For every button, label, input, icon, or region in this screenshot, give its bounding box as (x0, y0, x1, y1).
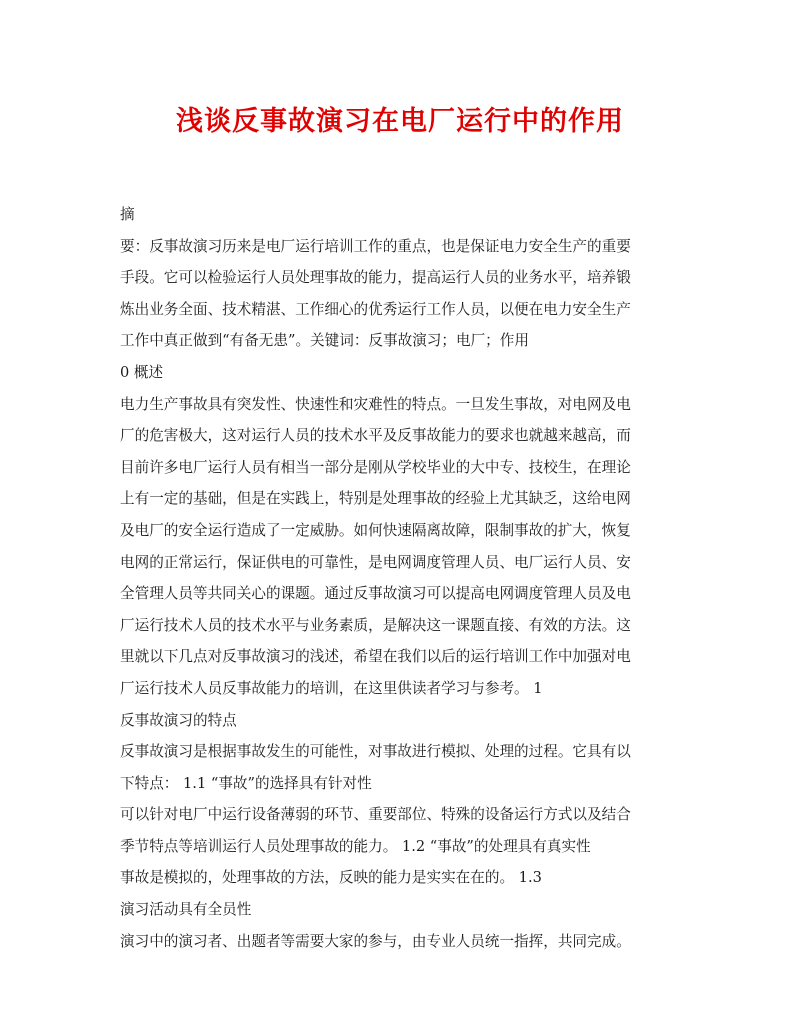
text-line: 厂运行技术人员反事故能力的培训，在这里供读者学习与参考。 1 (120, 679, 543, 697)
text-line: 全管理人员等共同关心的课题。通过反事故演习可以提高电网调度管理人员及电 (120, 585, 631, 603)
text-line: 厂运行技术人员的技术水平与业务素质，是解决这一课题直接、有效的方法。这 (120, 616, 631, 634)
document-body (120, 199, 690, 957)
text-line: 厂的危害极大，这对运行人员的技术水平及反事故能力的要求也就越来越高，而 (120, 427, 631, 445)
text-line: 可以针对电厂中运行设备薄弱的环节、重要部位、特殊的设备运行方式以及结合 (120, 806, 631, 824)
text-line: 摘 (120, 206, 135, 223)
text-line: 工作中真正做到“有备无患”。关键词：反事故演习；电厂；作用 (120, 332, 529, 350)
text-line: 目前许多电厂运行人员有相当一部分是刚从学校毕业的大中专、技校生，在理论 (120, 458, 631, 476)
text-line: 要：反事故演习历来是电厂运行培训工作的重点，也是保证电力安全生产的重要 (120, 237, 631, 255)
section-heading: 0 概述 (120, 363, 164, 381)
text-line: 事故是模拟的，处理事故的方法，反映的能力是实实在在的。 1.3 (120, 869, 542, 887)
text-line: 季节特点等培训运行人员处理事故的能力。 1.2 “事故”的处理具有真实性 (120, 837, 591, 855)
text-line: 手段。它可以检验运行人员处理事故的能力，提高运行人员的业务水平，培养锻 (120, 269, 631, 287)
text-line: 电力生产事故具有突发性、快速性和灾难性的特点。一旦发生事故，对电网及电 (120, 395, 631, 413)
section-heading: 反事故演习的特点 (120, 711, 237, 729)
text-line: 上有一定的基础，但是在实践上，特别是处理事故的经验上尤其缺乏，这给电网 (120, 490, 631, 508)
text-line: 里就以下几点对反事故演习的浅述，希望在我们以后的运行培训工作中加强对电 (120, 648, 631, 666)
document-title: 浅谈反事故演习在电厂运行中的作用 (176, 106, 624, 137)
text-line: 下特点： 1.1 “事故”的选择具有针对性 (120, 774, 372, 792)
text-line: 演习中的演习者、出题者等需要大家的参与，由专业人员统一指挥，共同完成。 (120, 932, 631, 950)
text-line: 炼出业务全面、技术精湛、工作细心的优秀运行工作人员，以便在电力安全生产 (120, 300, 631, 318)
text-line: 反事故演习是根据事故发生的可能性，对事故进行模拟、处理的过程。它具有以 (120, 743, 631, 761)
section-heading: 演习活动具有全员性 (120, 901, 252, 919)
text-line: 及电厂的安全运行造成了一定威胁。如何快速隔离故障，限制事故的扩大，恢复 (120, 521, 631, 539)
text-line: 电网的正常运行，保证供电的可靠性，是电网调度管理人员、电厂运行人员、安 (120, 553, 631, 571)
